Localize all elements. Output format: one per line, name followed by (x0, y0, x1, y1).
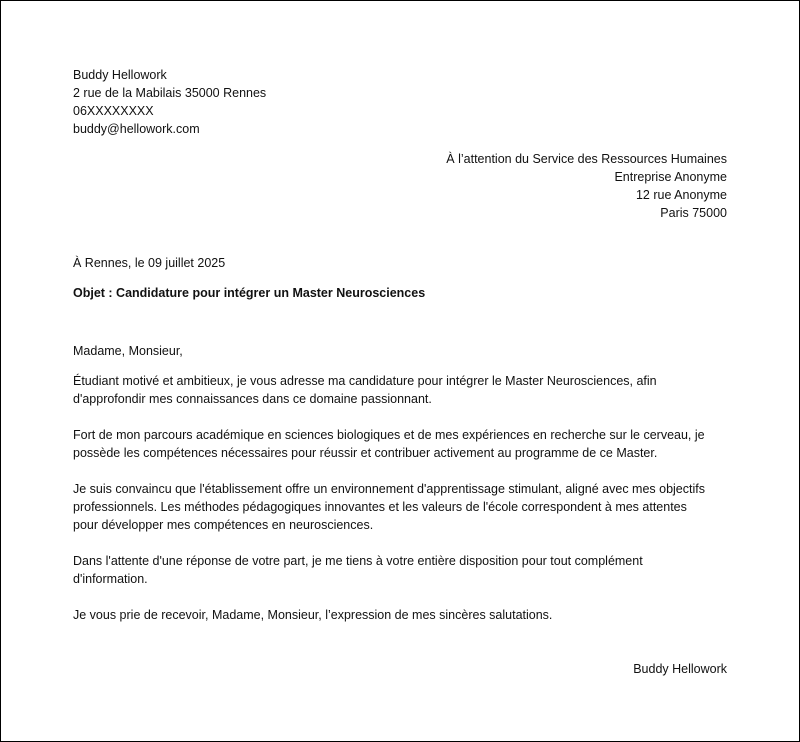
recipient-city: Paris 75000 (660, 206, 727, 220)
paragraph-line: Dans l'attente d'une réponse de votre part, je me tiens à votre entière disposition pour tout complément (73, 554, 643, 568)
sender-email: buddy@hellowork.com (73, 122, 200, 136)
paragraph-line: Fort de mon parcours académique en sciences biologiques et de mes expériences en recherche sur le cerveau, je (73, 428, 705, 442)
body-paragraph-2 (73, 426, 733, 462)
body-paragraph-4 (73, 552, 733, 588)
recipient-attention: À l’attention du Service des Ressources Humaines (446, 152, 727, 166)
paragraph-line: professionnels. Les méthodes pédagogiques innovantes et les valeurs de l'école correspondent à mes attentes (73, 500, 687, 514)
body-paragraph-1 (73, 372, 733, 408)
closing-formula: Je vous prie de recevoir, Madame, Monsieur, l’expression de mes sincères salutations. (73, 608, 553, 622)
paragraph-line: pour développer mes compétences en neurosciences. (73, 518, 374, 532)
recipient-street: 12 rue Anonyme (635, 188, 727, 202)
signature: Buddy Hellowork (633, 662, 727, 676)
subject-line: Objet : Candidature pour intégrer un Master Neurosciences (73, 286, 426, 300)
salutation: Madame, Monsieur, (73, 344, 183, 358)
recipient-company: Entreprise Anonyme (614, 170, 727, 184)
paragraph-line: Étudiant motivé et ambitieux, je vous adresse ma candidature pour intégrer le Master Neurosciences, afin (73, 374, 657, 388)
recipient-block (446, 150, 727, 222)
paragraph-line: Je suis convaincu que l'établissement offre un environnement d'apprentissage stimulant, aligné avec mes objectifs (73, 482, 705, 496)
sender-phone: 06XXXXXXXX (73, 104, 154, 118)
paragraph-line: d'information. (73, 572, 148, 586)
sender-name: Buddy Hellowork (73, 68, 167, 82)
body-paragraph-3 (73, 480, 733, 534)
sender-block (73, 66, 266, 138)
sender-address: 2 rue de la Mabilais 35000 Rennes (73, 86, 267, 100)
paragraph-line: possède les compétences nécessaires pour réussir et contribuer activement au programme de ce Master. (73, 446, 658, 460)
paragraph-line: d'approfondir mes connaissances dans ce domaine passionnant. (73, 392, 432, 406)
date-line: À Rennes, le 09 juillet 2025 (73, 256, 226, 270)
